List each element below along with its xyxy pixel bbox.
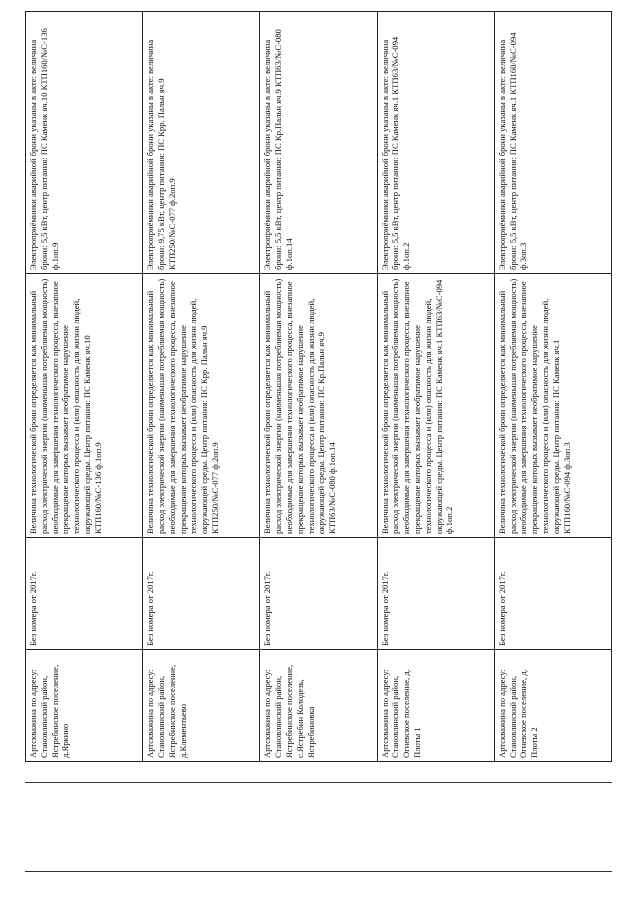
cell-tech-reserve: Величина технологической брони определяется как минимальный расход электрической энергии (наименьшая потребляемая мощность) необходимые для завершения технологического процесса, внезапное прекращение которых вызывает необратимое нарушение технологического процесса и (или) опасность для жизни людей, окружающей среды. Центр питания: ПС Каменк яч.1 КТП160/№С-094 ф.3оп.3 <box>494 274 611 538</box>
cell-emergency-reserve: Электроприёмники аварийной брони указаны в акте: величина брони: 5,5 кВт, центр питания: ПС Каменк яч.1 КТП63/№С-094 ф.1оп.2 <box>377 12 494 274</box>
cell-location: Артскважина по адресу: Становлянский район, Ястребинское поселение, с.Ястребин Колодезь, Ястребиновка <box>260 650 377 762</box>
cell-number: Без номера от 2017г. <box>143 538 260 650</box>
cell-number: Без номера от 2017г. <box>26 538 143 650</box>
cell-number: Без номера от 2017г. <box>260 538 377 650</box>
cell-number: Без номера от 2017г. <box>494 538 611 650</box>
cell-emergency-reserve: Электроприёмники аварийной брони указаны в акте: величина брони: 5,5 кВт, центр питания: ПС Каменк яч.10 КТП160/№С-136 ф.1оп.9 <box>26 12 143 274</box>
cell-emergency-reserve: Электроприёмники аварийной брони указаны в акте: величина брони: 5,5 кВт, центр питания: ПС Кр.Пальн яч.9 КТП63/№С-080 ф.1оп.14 <box>260 12 377 274</box>
cell-location: Артскважина по адресу: Становлянский район, Огневское поселение, д. Плоты 1 <box>377 650 494 762</box>
horizontal-rule <box>25 782 612 783</box>
cell-number: Без номера от 2017г. <box>377 538 494 650</box>
horizontal-rule <box>25 871 612 872</box>
cell-location: Артскважина по адресу: Становлянский район, Ястребинское поселение, д.Клементьево <box>143 650 260 762</box>
table-row <box>143 12 260 762</box>
table-row <box>260 12 377 762</box>
cell-tech-reserve: Величина технологической брони определяется как минимальный расход электрической энергии (наименьшая потребляемая мощность) необходимые для завершения технологического процесса, внезапное прекращение которых вызывает необратимое нарушение технологического процесса и (или) опасность для жизни людей, окружающей среды. Центр питания: ПС Крр. Пальн яч.9 КТП250/№С-077 ф.2оп.9 <box>143 274 260 538</box>
table-row <box>26 12 143 762</box>
rotated-table-inner <box>25 12 612 762</box>
cell-tech-reserve: Величина технологической брони определяется как минимальный расход электрической энергии (наименьшая потребляемая мощность) необходимые для завершения технологического процесса, внезапное прекращение которых вызывает необратимое нарушение технологического процесса и (или) опасность для жизни людей, окружающей среды. Центр питания: ПС Кр.Пальн яч.9 КТП63/№С-080 ф.1оп.14 <box>260 274 377 538</box>
cell-emergency-reserve: Электроприёмники аварийной брони указаны в акте: величина брони: 9,75 кВт, центр питания: ПС Крр. Пальн яч.9 КТП250/№С-077 ф.2оп.9 <box>143 12 260 274</box>
rotated-table-area <box>25 12 612 762</box>
cell-tech-reserve: Величина технологической брони определяется как минимальный расход электрической энергии (наименьшая потребляемая мощность) необходимые для завершения технологического процесса, внезапное прекращение которых вызывает необратимое нарушение технологического процесса и (или) опасность для жизни людей, окружающей среды. Центр питания: ПС Каменк яч.1 КТП63/№С-094 ф.1оп.2 <box>377 274 494 538</box>
table-row <box>494 12 611 762</box>
cell-location: Артскважина по адресу: Становлянский район, Огневское поселение, д. Плоты 2 <box>494 650 611 762</box>
cell-tech-reserve: Величина технологической брони определяется как минимальный расход электрической энергии (наименьшая потребляемая мощность) необходимые для завершения технологического процесса, внезапное прекращение которых вызывает необратимое нарушение технологического процесса и (или) опасность для жизни людей, окружающей среды. Центр питания: ПС Каменк яч.10 КТП160/№С-136 ф.1оп.9 <box>26 274 143 538</box>
table-row <box>377 12 494 762</box>
cell-location: Артскважина по адресу: Становлянский район, Ястребинское поселение, д.Яркино <box>26 650 143 762</box>
reserve-table <box>25 11 612 762</box>
cell-emergency-reserve: Электроприёмники аварийной брони указаны в акте: величина брони: 5,5 кВт, центр питания: ПС Каменк яч.1 КТП160/№С-094 ф.3оп.3 <box>494 12 611 274</box>
